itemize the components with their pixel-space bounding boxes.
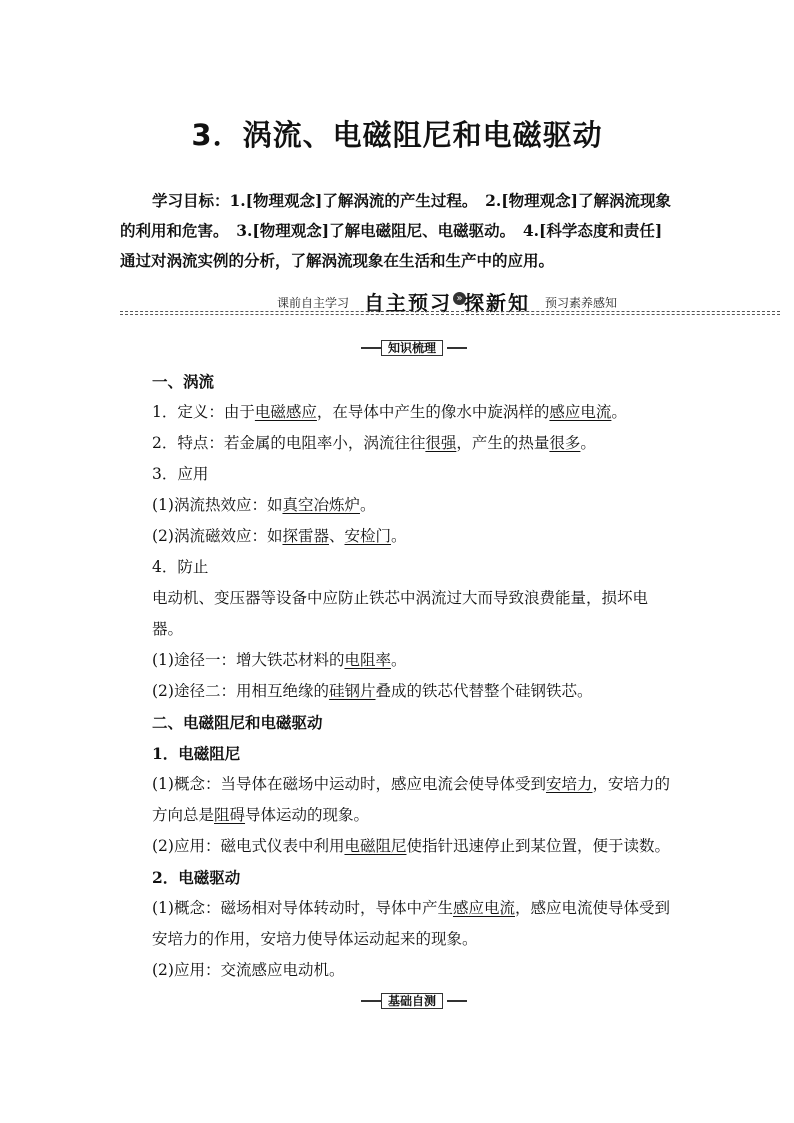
text: (2)涡流磁效应：如 bbox=[152, 527, 283, 545]
text: (1)概念：当导体在磁场中运动时，感应电流会使导体受到 bbox=[152, 775, 546, 793]
tag-label: 基础自测 bbox=[381, 993, 443, 1009]
heading-damping: 1．电磁阻尼 bbox=[152, 744, 241, 763]
para-way-one bbox=[120, 645, 675, 676]
answer-blank: 感应电流 bbox=[549, 403, 612, 421]
content-body bbox=[120, 366, 675, 986]
answer-blank: 电阻率 bbox=[344, 651, 391, 669]
text: (2)应用：磁电式仪表中利用 bbox=[152, 837, 345, 855]
text: ，在导体中产生的像水中旋涡样的 bbox=[316, 403, 550, 421]
para-magnetic-effect bbox=[120, 521, 675, 552]
banner-divider-bottom bbox=[120, 314, 780, 315]
para-driving-concept bbox=[120, 893, 675, 955]
text: ，感应电流使导体受到安培力的作用，安培力使导体运动起来的现象。 bbox=[152, 899, 670, 948]
para-prevention: 电动机、变压器等设备中应防止铁芯中涡流过大而导致浪费能量，损坏电器。 bbox=[152, 589, 649, 638]
page-title: 3．涡流、电磁阻尼和电磁驱动 bbox=[191, 118, 603, 152]
heading-driving: 2．电磁驱动 bbox=[152, 868, 241, 887]
text: (1)概念：磁场相对导体转动时，导体中产生 bbox=[152, 899, 453, 917]
para-feature bbox=[120, 428, 675, 459]
text: 、 bbox=[328, 527, 345, 545]
text: 1．定义：由于 bbox=[152, 403, 255, 421]
tag-line-right bbox=[447, 1000, 467, 1002]
answer-blank: 很强 bbox=[425, 434, 457, 452]
para-definition bbox=[120, 397, 675, 428]
text: 。 bbox=[580, 434, 596, 452]
heading-prevention: 4．防止 bbox=[152, 558, 209, 576]
learning-objectives bbox=[120, 186, 675, 276]
text: ，产生的热量 bbox=[456, 434, 550, 452]
section-tag-knowledge bbox=[361, 340, 467, 356]
banner-right-caption: 预习素养感知 bbox=[545, 296, 618, 310]
para-way-two bbox=[120, 676, 675, 707]
text: 2．特点：若金属的电阻率小，涡流往往 bbox=[152, 434, 426, 452]
heading-application: 3．应用 bbox=[152, 465, 209, 483]
text: (1)涡流热效应：如 bbox=[152, 496, 283, 514]
banner-left-caption: 课前自主学习 bbox=[277, 296, 350, 310]
para-damping-concept bbox=[120, 769, 675, 831]
heading-damping-driving: 二、电磁阻尼和电磁驱动 bbox=[152, 713, 323, 732]
tag-line-left bbox=[361, 347, 381, 349]
objectives-line-1: 学习目标：1.[物理观念]了解涡流的产生过程。 2.[物理观念]了解涡流现象 bbox=[152, 191, 671, 210]
answer-blank: 很多 bbox=[549, 434, 581, 452]
text: 叠成的铁芯代替整个硅钢铁芯。 bbox=[375, 682, 593, 700]
tag-line-left bbox=[361, 1000, 381, 1002]
text: (1)途径一：增大铁芯材料的 bbox=[152, 651, 345, 669]
answer-blank: 电磁阻尼 bbox=[344, 837, 407, 855]
section-banner bbox=[120, 287, 780, 317]
text: ，安培力的方向总是 bbox=[152, 775, 670, 824]
answer-blank: 硅钢片 bbox=[328, 682, 376, 700]
text: 。 bbox=[391, 527, 407, 545]
text: 。 bbox=[359, 496, 376, 514]
answer-blank: 探雷器 bbox=[282, 527, 329, 545]
answer-blank: 真空冶炼炉 bbox=[282, 496, 360, 514]
section-tag-selftest bbox=[361, 993, 467, 1009]
tag-label: 知识梳理 bbox=[381, 340, 443, 356]
text: 导体运动的现象。 bbox=[245, 806, 370, 824]
para-damping-application bbox=[120, 831, 675, 862]
banner-title-explore: 探新知 bbox=[464, 291, 530, 315]
answer-blank: 安检门 bbox=[344, 527, 392, 545]
text: 。 bbox=[390, 651, 407, 669]
answer-blank: 安培力 bbox=[545, 775, 593, 793]
double-arrow-icon: » bbox=[453, 292, 466, 305]
tag-line-right bbox=[447, 347, 467, 349]
answer-blank: 电磁感应 bbox=[254, 403, 317, 421]
answer-blank: 感应电流 bbox=[452, 899, 515, 917]
banner-title-preview: 自主预习 bbox=[364, 291, 452, 315]
para-thermal-effect bbox=[120, 490, 675, 521]
text: 。 bbox=[611, 403, 627, 421]
objectives-line-3: 通过对涡流实例的分析，了解涡流现象在生活和生产中的应用。 bbox=[120, 251, 555, 270]
text: 使指针迅速停止到某位置，便于读数。 bbox=[406, 837, 670, 855]
answer-blank: 阻碍 bbox=[214, 806, 246, 824]
text: (2)途径二：用相互绝缘的 bbox=[152, 682, 329, 700]
objectives-line-2: 的利用和危害。 3.[物理观念]了解电磁阻尼、电磁驱动。 4.[科学态度和责任] bbox=[120, 221, 663, 240]
heading-eddy-current: 一、涡流 bbox=[152, 372, 215, 391]
banner-divider-top bbox=[120, 311, 780, 312]
para-driving-application: (2)应用：交流感应电动机。 bbox=[152, 961, 345, 979]
